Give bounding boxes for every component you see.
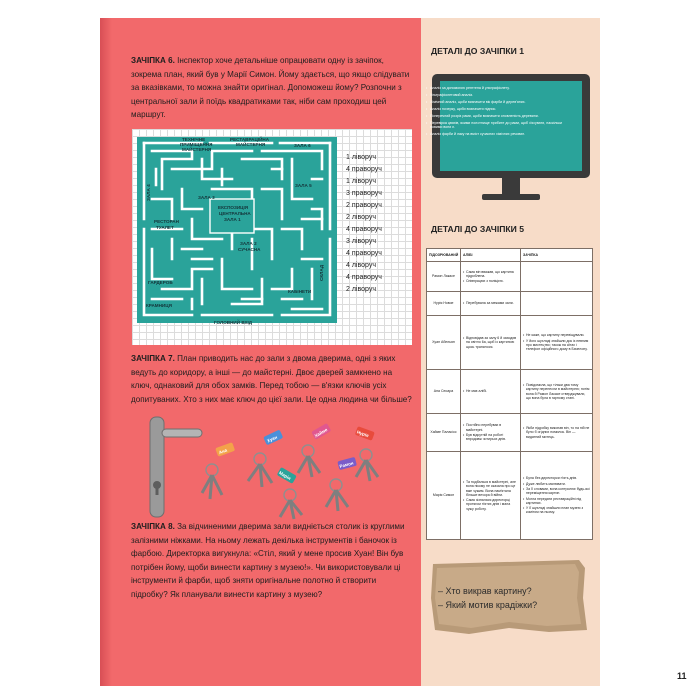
alibi-item: • Перебувала за межами зали. xyxy=(463,301,518,305)
details1-list xyxy=(426,86,566,139)
key-tag-label: Ана xyxy=(218,447,228,456)
clue8-text: За відчиненими дверима зали видніється столик із круглими залізними ніжками. На ньому лежать декілька інструментів і баночок із фарбою. Директорка вигукнула: «Стіл, який у мене просив Хуан! Він був потрібен йому, щоби винести картину з музею!». Чи використовували ці інструменти й фарби, щоб зняти оригінальне полотно й створити підробку? Як планували винести картину з музею? xyxy=(131,522,405,599)
clue-item: • Могла передати реставраційні під картинах. xyxy=(523,497,590,506)
details1-item: • Ультрафіолетовий аналіз. xyxy=(426,93,566,97)
suspect-name: Хуан Абельян xyxy=(427,316,461,370)
alibi-item: • Та подбалься в майстерні, але вона нікому не сказала про це вже чужим. Вона пам'ятала більше вечора й війни. xyxy=(463,480,518,497)
direction-item: 3 праворуч xyxy=(346,190,382,197)
suspect-name: Рамон Лакасе xyxy=(427,262,461,292)
clue-item: • У його шухляді знайшли док із певним про мистецтво; також на аїтах і телефон офіційного дому в Бачелону. xyxy=(523,339,590,352)
table-header: ЗАЧІПКА xyxy=(521,249,593,262)
clue-item: • За її словами, вона контролює будь-які переміщення картин. xyxy=(523,487,590,496)
key-ring-icon xyxy=(202,442,235,499)
note-questions xyxy=(438,584,537,612)
clue8-paragraph xyxy=(131,520,413,602)
label-entrance: ГОЛОВНИЙ ВХІД xyxy=(214,320,253,325)
key-tag-label: Нурія xyxy=(356,429,370,439)
key-ring-icon xyxy=(298,423,331,477)
clue-item: • Повідомила, що тільки два тому картину перенесли в майстерню; потім вона й Рамон Лакасе стверджували, що вона була в гарному стані. xyxy=(523,383,590,400)
clue6-title: ЗАЧІПКА 6. xyxy=(131,56,175,65)
label-hall4: ЗАЛА 4 xyxy=(146,184,151,201)
key-tag-label: Марія xyxy=(278,470,292,481)
direction-list xyxy=(346,153,382,293)
direction-item: 2 ліворуч xyxy=(346,286,376,293)
direction-item: 2 праворуч xyxy=(346,202,382,209)
clue-cell xyxy=(521,452,593,540)
suspect-name: Марія Симон xyxy=(427,452,461,540)
note-line: – Хто викрав картину? xyxy=(438,586,532,596)
alibi-cell xyxy=(461,316,521,370)
clue-cell xyxy=(521,262,593,292)
label-wardrobe: ГАРДЕРОБ xyxy=(148,280,173,285)
direction-item: 1 ліворуч xyxy=(346,154,376,161)
label-restoration-1: РЕСТАВРАЦІЙНА xyxy=(230,137,270,142)
clue-cell xyxy=(521,316,593,370)
suspect-name: Ана Сеоара xyxy=(427,370,461,414)
details1-item: • Перевірка цвяхів, якими полотнище прибите до рами, щоб з'ясувати, наскільки новими вони є. xyxy=(426,121,566,130)
page-spread xyxy=(100,18,687,686)
note-line: – Який мотив крадіжки? xyxy=(438,600,538,610)
clue7-paragraph xyxy=(131,352,413,406)
direction-item: 1 ліворуч xyxy=(346,178,376,185)
alibi-cell xyxy=(461,414,521,452)
door-handle-icon xyxy=(150,417,202,517)
clue6-text: Інспектор хоче детальніше опрацювати одну із зачіпок, зокрема план, який був у Марії Симон. Йому здається, що якщо слідувати за вказівками, то можна знайти оригінал. Допоможеш йому? Розпочни з центральної зали й поїдь квадратиками так, ніби сам проходиш цей маршрут. xyxy=(131,56,410,120)
label-hall3: ЗАЛА 3 xyxy=(198,195,215,200)
keys-svg xyxy=(140,415,390,525)
alibi-cell xyxy=(461,452,521,540)
direction-item: 4 праворуч xyxy=(346,226,382,233)
page-fold xyxy=(100,18,112,686)
direction-item: 3 ліворуч xyxy=(346,238,376,245)
maze-svg xyxy=(132,129,412,345)
clue-cell xyxy=(521,414,593,452)
alibi-cell xyxy=(461,262,521,292)
key-ring-icon xyxy=(277,467,302,519)
key-tag-label: Хайме xyxy=(313,427,329,439)
label-hall2-modern: СУЧАСНА xyxy=(238,247,261,252)
table-row xyxy=(427,316,593,370)
direction-item: 4 праворуч xyxy=(346,166,382,173)
clue-item: • Дуже любить малювати. xyxy=(523,482,590,486)
alibi-cell xyxy=(461,292,521,316)
alibi-item: • Був відсутній на роботі впродовж чотирьох днів. xyxy=(463,433,518,442)
page-number: 11 xyxy=(677,671,687,681)
clue-item: • У її шухляді знайшли план музею з комітом на ньому. xyxy=(523,506,590,515)
alibi-item: • Сама він вважав, що картина підроблена. xyxy=(463,270,518,279)
table-row xyxy=(427,452,593,540)
key-tag-label: Рамон xyxy=(339,460,355,469)
details1-item: • Аналіз почерку, щоби визначити підпис. xyxy=(426,107,566,111)
suspects-table xyxy=(426,248,593,540)
alibi-item: • Сама зізналася директорці протягом п'ятих днів і мала чужу роботу. xyxy=(463,498,518,511)
label-shop: КРАМНИЦЯ xyxy=(146,303,172,308)
label-central-2: ЦЕНТРАЛЬНА xyxy=(219,211,251,216)
details1-item: • Поперечний розріз рами, щоби визначити оновленість деревини. xyxy=(426,114,566,118)
table-row xyxy=(427,370,593,414)
table-row xyxy=(427,262,593,292)
label-workshop-2: ПРИМІЩЕННЯ xyxy=(180,142,213,147)
label-hall5: ЗАЛА 5 xyxy=(295,183,312,188)
label-workshop-3: МАЙСТЕРНЯ xyxy=(182,147,212,152)
table-row xyxy=(427,414,593,452)
clue-item: • Була без директорки п'ять днів. xyxy=(523,476,590,480)
label-workshop-1: ТЕХНІЧНЕ xyxy=(182,137,206,142)
clue-item: • Не каже, що картину перевіщували. xyxy=(523,333,590,337)
key-ring-icon xyxy=(355,426,378,481)
label-storage: СКЛАД xyxy=(319,264,324,281)
clue-cell xyxy=(521,292,593,316)
clue6-paragraph xyxy=(131,54,413,122)
alibi-cell xyxy=(461,370,521,414)
table-row xyxy=(427,292,593,316)
clue-cell xyxy=(521,370,593,414)
key-ring-icon xyxy=(326,457,357,511)
clue7-text: План приводить нас до зали з двома дверима, одні з яких ведуть до коридору, а інші — до майстерні. Двоє дверей замкнено на ключ, однаковий для обох замків. Перед тобою — в'язки ключів усіх допитуваних. Хто з них має ключ до цієї зали. Це одна людина чи більше? xyxy=(131,354,412,404)
direction-item: 4 ліворуч xyxy=(346,262,376,269)
key-ring-icon xyxy=(248,430,283,487)
label-hall6: ЗАЛА 6 xyxy=(294,143,311,148)
label-central-1: ЕКСПОЗИЦІЯ xyxy=(218,205,249,210)
label-hall2: ЗАЛА 2 xyxy=(240,241,257,246)
label-central-3: ЗАЛА 1 xyxy=(224,217,241,222)
table-header-row xyxy=(427,249,593,262)
suspect-name: Хайме Паласіос xyxy=(427,414,461,452)
direction-item: 4 праворуч xyxy=(346,250,382,257)
suspect-name: Нурія Новое xyxy=(427,292,461,316)
alibi-item: • Відповідав за залу 6 й заходив на світло 6а, щоб із картиною щось трапилося. xyxy=(463,336,518,349)
details1-title: ДЕТАЛІ ДО ЗАЧІПКИ 1 xyxy=(431,46,524,56)
clue-item: • Якби підробку виконав він, то на ній не було б огідних помилок. Він — видатний митець. xyxy=(523,426,590,439)
details1-item: • Хімічний аналіз, щоби визначити вік фарби й дерев'яних. xyxy=(426,100,566,104)
label-cabinets: КАБІНЕТИ xyxy=(288,289,312,294)
alibi-item: • Співпрацює з поліцією. xyxy=(463,279,518,283)
details1-item: • Аналіз за допомогою рентгена й ультрафіолету. xyxy=(426,86,566,90)
alibi-item: • Постійно перебуває в майстерні. xyxy=(463,423,518,432)
keys-illustration xyxy=(140,415,390,525)
details1-item: • Аналіз фарби й лаку на вміст сучасних хімічних речовин. xyxy=(426,132,566,136)
table-header: ПІДОЗРЮВАНИЙ xyxy=(427,249,461,262)
label-restaurant: РЕСТОРАН xyxy=(154,219,179,224)
alibi-item: • Не має алібі. xyxy=(463,389,518,393)
clue7-title: ЗАЧІПКА 7. xyxy=(131,354,175,363)
key-tag-label: Хуан xyxy=(266,434,278,444)
direction-item: 4 праворуч xyxy=(346,274,382,281)
label-restoration-2: МАЙСТЕРНЯ xyxy=(236,142,266,147)
museum-plan-maze xyxy=(132,129,412,345)
clue8-title: ЗАЧІПКА 8. xyxy=(131,522,175,531)
label-toilet: ТУАЛЕТ xyxy=(156,225,174,230)
details5-title: ДЕТАЛІ ДО ЗАЧІПКИ 5 xyxy=(431,224,524,234)
table-header: АЛІБІ xyxy=(461,249,521,262)
direction-item: 2 ліворуч xyxy=(346,214,376,221)
